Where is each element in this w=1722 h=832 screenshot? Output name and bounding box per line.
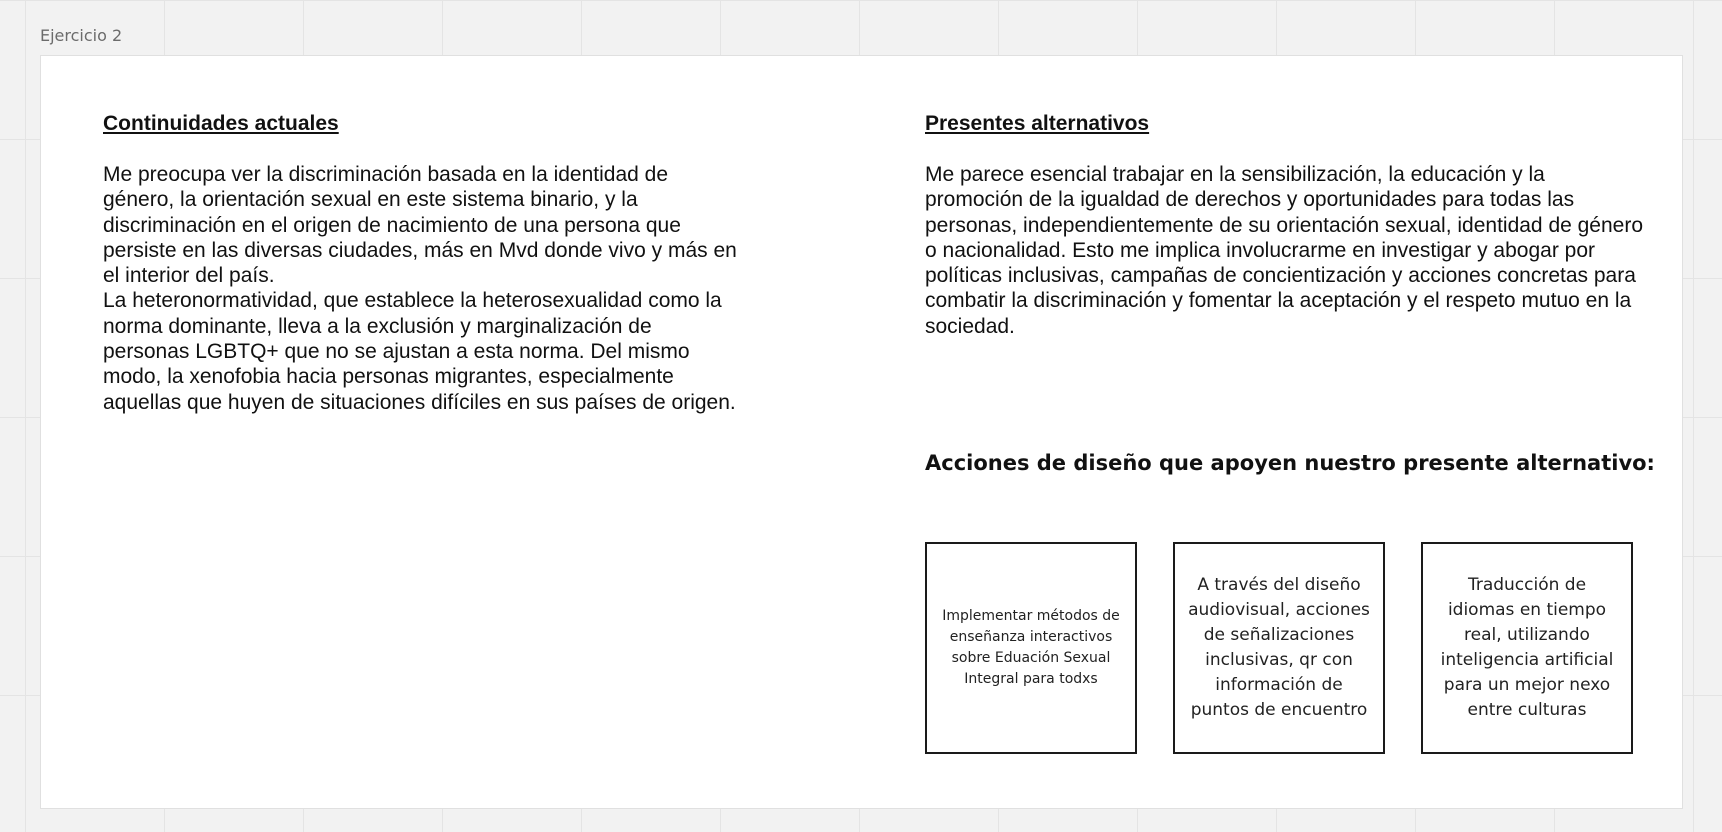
action-card-text: Traducción de idiomas en tiempo real, utilizando inteligencia artificial para un mejor nexo entre culturas bbox=[1440, 575, 1614, 720]
right-text-block[interactable] bbox=[925, 162, 1645, 339]
whiteboard-frame[interactable] bbox=[40, 55, 1683, 809]
left-text-block[interactable] bbox=[103, 162, 743, 415]
action-card-text: A través del diseño audiovisual, acciones de señalizaciones inclusivas, qr con información de puntos de encuentro bbox=[1188, 575, 1370, 720]
left-heading[interactable]: Continuidades actuales bbox=[103, 112, 339, 135]
left-paragraph: La heteronormatividad, que establece la heterosexualidad como la norma dominante, lleva a la exclusión y marginalización de personas LGBTQ+ que no se ajustan a esta norma. Del mismo modo, la xenofobia hacia personas migrantes, especialmente aquellas que huyen de situaciones difíciles en sus países de origen. bbox=[103, 289, 736, 414]
right-heading[interactable]: Presentes alternativos bbox=[925, 112, 1150, 135]
action-card[interactable] bbox=[1173, 542, 1385, 754]
left-paragraph: Me preocupa ver la discriminación basada en la identidad de género, la orientación sexual en este sistema binario, y la discriminación en el origen de nacimiento de una persona que persiste en las diversas ciudades, más en Mvd donde vivo y más en el interior del país. bbox=[103, 163, 737, 288]
right-paragraph: Me parece esencial trabajar en la sensibilización, la educación y la promoción de la igualdad de derechos y oportunidades para todas las personas, independientemente de su orientación sexual, identidad de género o nacionalidad. Esto me implica involucrarme en investigar y abogar por políticas inclusivas, campañas de concientización y acciones concretas para combatir la discriminación y fomentar la aceptación y el respeto mutuo en la sociedad. bbox=[925, 163, 1644, 338]
frame-title[interactable]: Ejercicio 2 bbox=[40, 26, 123, 45]
action-card[interactable] bbox=[925, 542, 1137, 754]
actions-title[interactable]: Acciones de diseño que apoyen nuestro presente alternativo: bbox=[925, 451, 1655, 475]
action-card[interactable] bbox=[1421, 542, 1633, 754]
action-card-text: Implementar métodos de enseñanza interactivos sobre Eduación Sexual Integral para todxs bbox=[942, 608, 1120, 687]
